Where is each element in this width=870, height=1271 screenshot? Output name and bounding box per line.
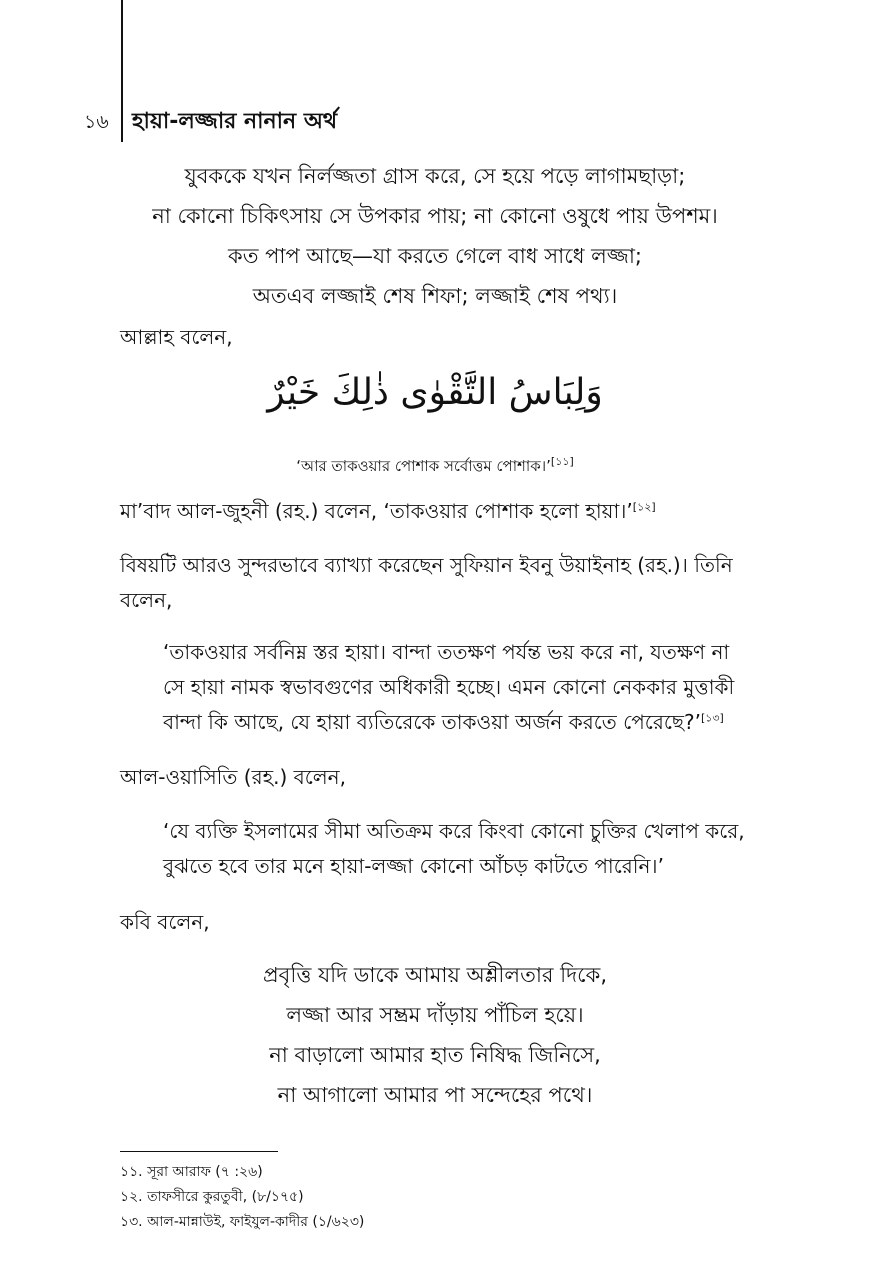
mabad-statement — [120, 497, 656, 530]
poem1-line-4: অতএব লজ্জাই শেষ শিফা; লজ্জাই শেষ পথ্য। — [252, 284, 618, 308]
quote1-line-1: ‘তাকওয়ার সর্বনিম্ন স্তর হায়া। বান্দা ততক্ষণ পর্যন্ত ভয় করে না, যতক্ষণ না — [163, 640, 730, 664]
mabad-text: মা’বাদ আল-জুহনী (রহ.) বলেন, ‘তাকওয়ার পোশাক হলো হায়া।’ — [120, 499, 633, 523]
poem1-line-3: কত পাপ আছে—যা করতে গেলে বাধ সাধে লজ্জা; — [228, 244, 642, 268]
running-title: হায়া-লজ্জার নানান অর্থ — [132, 109, 338, 134]
footnote-divider — [120, 1151, 278, 1152]
footnote-12: ১২. তাফসীরে কুরতুবী, (৮/১৭৫) — [120, 1189, 304, 1205]
page-number: ১৬ — [84, 111, 109, 133]
verse-translation — [0, 455, 870, 480]
quote1-line-3-text: বান্দা কি আছে, যে হায়া ব্যতিরেকে তাকওয়া অর্জন করতে পেরেছে?’ — [163, 710, 701, 734]
sufyan-line-1: বিষয়টি আরও সুন্দরভাবে ব্যাখ্যা করেছেন সুফিয়ান ইবনু উয়াইনাহ (রহ.)। তিনি — [120, 553, 733, 577]
poet-says: কবি বলেন, — [120, 910, 210, 934]
quote1-line-2: সে হায়া নামক স্বভাবগুণের অধিকারী হচ্ছে। এমন কোনো নেককার মুত্তাকী — [163, 675, 735, 699]
poem2-line-2: লজ্জা আর সম্ভ্রম দাঁড়ায় পাঁচিল হয়ে। — [286, 1003, 584, 1027]
page-header — [84, 104, 870, 140]
quote2-line-1: ‘যে ব্যক্তি ইসলামের সীমা অতিক্রম করে কিংবা কোনো চুক্তির খেলাপ করে, — [163, 819, 745, 843]
poem2-line-1: প্রবৃত্তি যদি ডাকে আমায় অশ্লীলতার দিকে, — [263, 963, 607, 987]
sufyan-line-2: বলেন, — [120, 588, 173, 612]
quote1-line-3 — [163, 708, 724, 741]
wasiti-says: আল-ওয়াসিতি (রহ.) বলেন, — [120, 765, 346, 789]
poem1-line-1: যুবককে যখন নির্লজ্জতা গ্রাস করে, সে হয়ে পড়ে লাগামছাড়া; — [184, 164, 686, 188]
poem1-line-2: না কোনো চিকিৎসায় সে উপকার পায়; না কোনো ওষুধে পায় উপশম। — [152, 204, 718, 228]
poem2-line-4: না আগালো আমার পা সন্দেহের পথে। — [277, 1083, 593, 1107]
footnote-ref-12: [১২] — [632, 500, 656, 514]
poem2-line-3: না বাড়ালো আমার হাত নিষিদ্ধ জিনিসে, — [269, 1043, 601, 1067]
footnote-13: ১৩. আল-মান্নাউই, ফাইযুল-কাদীর (১/৬২৩) — [120, 1214, 365, 1230]
footnote-11: ১১. সূরা আরাফ (৭ :২৬) — [120, 1164, 263, 1180]
allah-says: আল্লাহ বলেন, — [120, 325, 233, 349]
arabic-verse: وَلِبَاسُ التَّقْوٰى ذٰلِكَ خَيْرٌ — [267, 372, 603, 413]
quote2-line-2: বুঝতে হবে তার মনে হায়া-লজ্জা কোনো আঁচড় কাটতে পারেনি।’ — [163, 854, 664, 878]
footnote-ref-13: [১৩] — [700, 711, 724, 725]
translation-text: ‘আর তাকওয়ার পোশাক সর্বোত্তম পোশাক।’ — [296, 457, 551, 475]
footnote-ref-11: [১১] — [550, 455, 574, 468]
